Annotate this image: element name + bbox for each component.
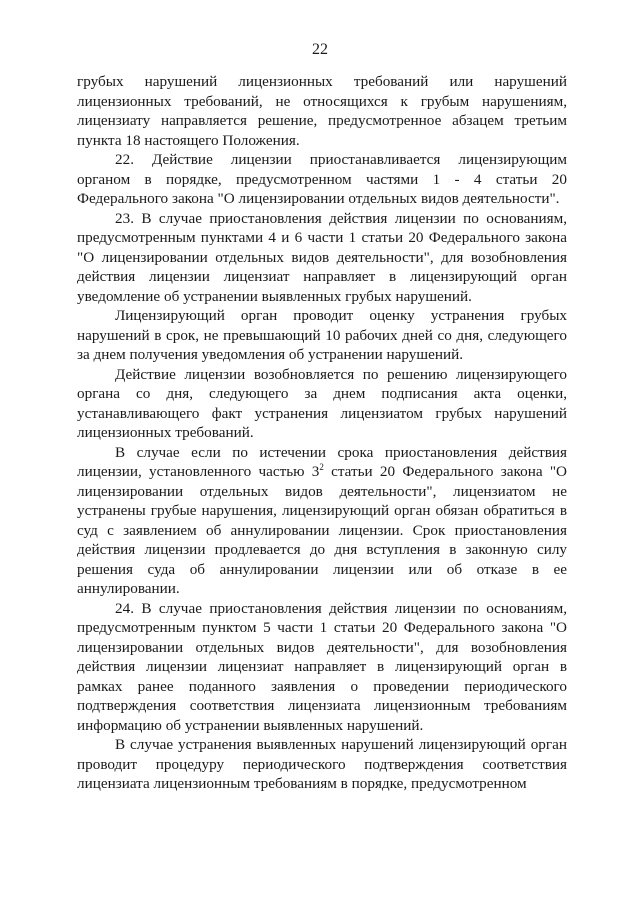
paragraph-clause-23: 23. В случае приостановления действия лицензии по основаниям, предусмотренным пунктами 4 и 6 части 1 статьи 20 Федерального закона "О лицензировании отдельных видов деятельности", для возобновления действия лицензии лицензиат направляет в лицензирующий орган уведомление об устранении выявленных грубых нарушений. — [77, 209, 567, 305]
paragraph-court-text-before: В случае если по истечении срока приостановления действия лицензии, установленного частью 3 — [77, 443, 567, 480]
page-number: 22 — [312, 41, 328, 58]
paragraph-assessment: Лицензирующий орган проводит оценку устранения грубых нарушений в срок, не превышающий 10 рабочих дней со дня, следующего за днем получения уведомления об устранении нарушений. — [77, 307, 567, 363]
paragraph-court-annulment — [77, 443, 567, 599]
paragraph-continuation: грубых нарушений лицензионных требований или нарушений лицензионных требований, не относящихся к грубым нарушениям, лицензиату направляется решение, предусмотренное абзацем третьим пункта 18 настоящего Положения. — [77, 73, 567, 149]
document-body — [77, 72, 567, 794]
paragraph-clause-22: 22. Действие лицензии приостанавливается лицензирующим органом в порядке, предусмотренном частями 1 - 4 статьи 20 Федерального закона "О лицензировании отдельных видов деятельности". — [77, 151, 567, 207]
paragraph-elimination: В случае устранения выявленных нарушений лицензирующий орган проводит процедуру периодического подтверждения соответствия лицензиата лицензионным требованиям в порядке, предусмотренном — [77, 736, 567, 792]
superscript-marker: 2 — [319, 461, 324, 472]
paragraph-clause-24: 24. В случае приостановления действия лицензии по основаниям, предусмотренным пунктом 5 части 1 статьи 20 Федерального закона "О лицензировании отдельных видов деятельности", для возобновления действия лицензии лицензиат направляет в лицензирующий орган в рамках ранее поданного заявления о проведении периодического подтверждения соответствия лицензиата лицензионным требованиям информацию об устранении выявленных нарушений. — [77, 599, 567, 734]
paragraph-resumption: Действие лицензии возобновляется по решению лицензирующего органа со дня, следующего за днем подписания акта оценки, устанавливающего факт устранения лицензиатом грубых нарушений лицензионных требований. — [77, 365, 567, 441]
paragraph-court-text-after: статьи 20 Федерального закона "О лицензировании отдельных видов деятельности", лицензиатом не устранены грубые нарушения, лицензирующий орган обязан обратиться в суд с заявлением об аннулировании лицензии. Срок приостановления действия лицензии продлевается до дня вступления в законную силу решения суда об аннулировании лицензии или об отказе в ее аннулировании. — [77, 463, 567, 597]
